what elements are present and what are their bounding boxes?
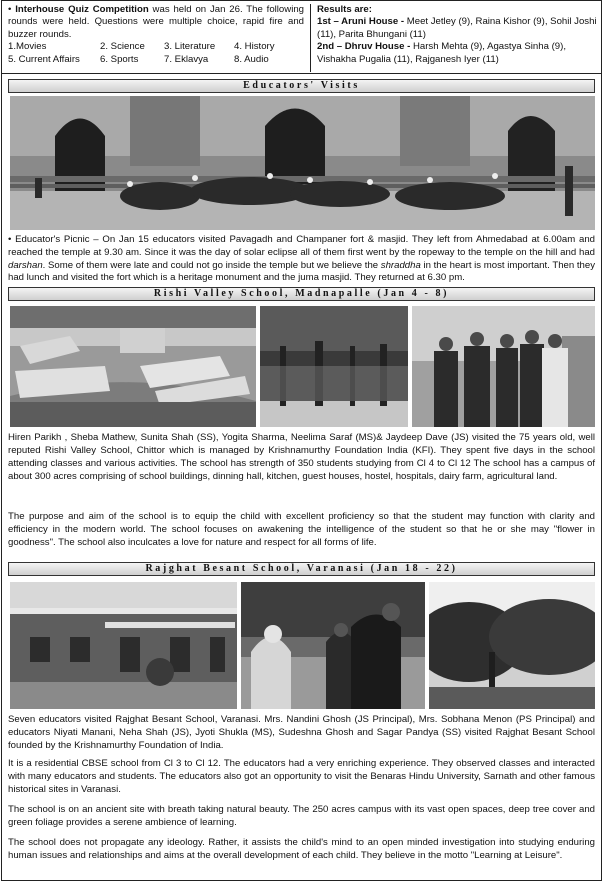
first-place-names: Meet Jetley (9), Raina Kishor (9), Sohil Joshi (11), Parita Bhungani (11) [317,16,597,40]
quiz-block [8,4,304,66]
first-place [317,16,599,41]
rishi-valley-group-photo [412,306,595,427]
rajghat-educators-photo [241,582,425,709]
top-section [8,4,596,71]
quiz-intro [8,4,304,41]
rajghat-building-photo [10,582,237,709]
rajghat-banner: Rajghat Besant School, Varanasi (Jan 18 - 22) [8,562,595,576]
round-item: 2. Science [100,41,145,53]
darshan-term: darshan [8,259,43,271]
shraddha-term: shraddha [380,259,421,271]
picnic-text-3: in the heart is most important. Then they had lunch and visited the fort which is a heritage monument and the juma masjid. They returned at 6.30 pm. [8,259,596,284]
rishi-valley-banner: Rishi Valley School, Madnapalle (Jan 4 - 8) [8,287,595,301]
quiz-text: was held on Jan 26. The following rounds were held. Questions were multiple choice, rapid fire and buzzer rounds. [8,4,304,40]
picnic-paragraph [8,234,595,285]
rajghat-paragraph-3: The school is on an ancient site with breath taking natural beauty. The 250 acres campus with its vast open spaces, deep tree cover and green foliage provides a serene ambience of learning. [8,804,595,828]
picnic-text-2: . Some of them were late and could not go inside the temple but we believe the [42,259,381,271]
quiz-title: Interhouse Quiz Competition [15,4,149,15]
bullet: • [8,4,12,15]
round-item: 5. Current Affairs [8,53,80,65]
column-divider [310,4,311,72]
round-item: 1.Movies [8,41,47,53]
second-place-names: Harsh Mehta (9), Agastya Sinha (9), Vishakha Pugalia (11), Rajganesh Iyer (11) [317,41,566,65]
picnic-text-1: Educator's Picnic – On Jan 15 educators visited Pavagadh and Champaner fort & masjid. They left from Ahmedabad at 6.00am and reached the temple at 9.30 am. Since it was the day of solar eclipse all of them first went by the ropeway to the temple on the hill and had [8,234,595,258]
rajghat-trees-photo [429,582,595,709]
round-item: 4. History [234,41,275,53]
rajghat-paragraph-2: It is a residential CBSE school from Cl 3 to Cl 12. The educators had a very enriching experience. They observed classes and interacted with many educators and students. The educators also got an opportunity to visit the Benaras Hindu University, Sarnath and other famous historical sites in Varanasi. [8,758,595,795]
rishi-valley-paragraph-1: Hiren Parikh , Sheba Mathew, Sunita Shah (SS), Yogita Sharma, Neelima Saraf (MS)& Jaydeep Dave (JS) visited the 75 years old, well reputed Rishi Valley School, Chittor which is managed by Krishnamurthy Foundation India (KFI). They spent five days in the school attending classes and various activities. The school has strength of 350 students studying from Cl 4 to Cl 12 The school has a campus of about 300 acres comprising of school buildings, dinning hall, kitchen, guest houses, hostel, hospitals, dairy farm, agricultural land. [8,432,595,482]
first-place-label: 1st – Aruni House - [317,16,407,28]
educators-visits-banner: Educators' Visits [8,79,595,93]
round-item: 8. Audio [234,53,269,65]
rishi-valley-seating-photo [10,306,256,427]
results-block [317,4,599,66]
bullet: • [8,234,12,245]
rishi-valley-paragraph-2: The purpose and aim of the school is to equip the child with excellent proficiency so that the student may function with clarity and efficiency in the modern world. The school focuses on awakening the intelligence of the student so that he or she may "flower in goodness". The school also inculcates a love for nature and respect for all forms of life. [8,511,595,548]
rajghat-paragraph-4: The school does not propagate any ideology. Rather, it assists the child's mind to an open minded investigation into studying enduring human issues and relationships and aims at the overall development of each child. They believe in the motto "Learning at Leisure". [8,837,595,861]
quiz-rounds [8,41,304,66]
second-place-label: 2nd – Dhruv House - [317,41,413,53]
round-item: 7. Eklavya [164,53,209,65]
second-place [317,41,599,66]
results-heading: Results are: [317,4,372,15]
round-item: 6. Sports [100,53,139,65]
round-item: 3. Literature [164,41,216,53]
rishi-valley-banyan-photo [260,306,408,427]
rajghat-paragraph-1: Seven educators visited Rajghat Besant School, Varanasi. Mrs. Nandini Ghosh (JS Principal), Mrs. Sobhana Menon (PS Principal) and educators Niyati Manani, Neha Shah (JS), Jyoti Shukla (MS), Sudeshna Ghosh and Sagar Pandya (SS) visited Rajghat Besant School founded by the Krishnamurthy Foundation of India. [8,714,595,751]
picnic-group-photo [10,96,595,230]
section-divider [1,73,602,74]
